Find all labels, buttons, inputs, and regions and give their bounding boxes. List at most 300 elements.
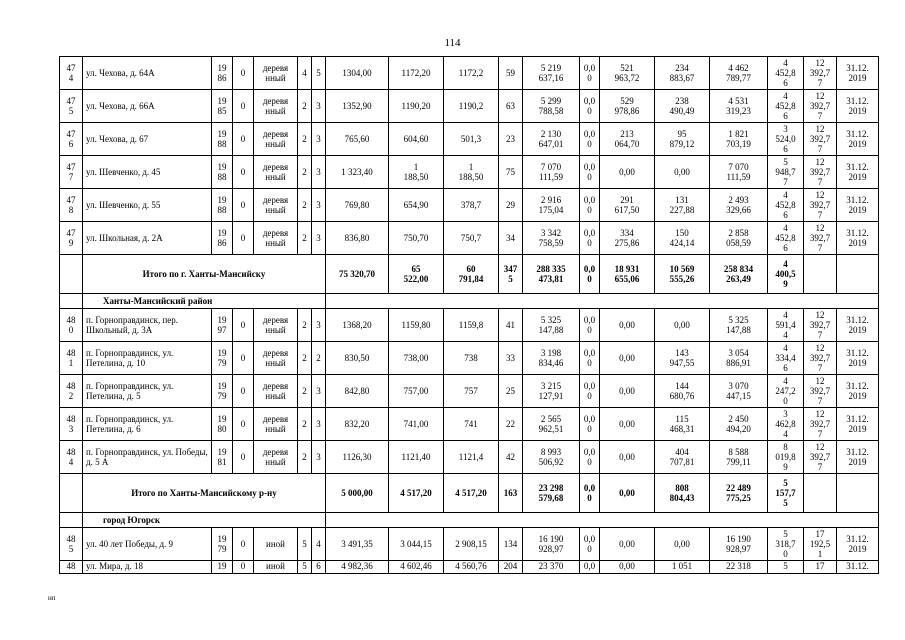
table-cell: 0,00: [600, 156, 655, 189]
table-cell: 1126,30: [326, 441, 389, 474]
table-cell: 12 392,7 7: [804, 90, 837, 123]
table-cell: 4 982,36: [326, 561, 389, 574]
table-cell: 134: [499, 528, 523, 561]
table-cell: 0,00: [600, 342, 655, 375]
table-cell: 3 462,8 4: [768, 408, 804, 441]
table-cell: ул. Мира, д. 18: [83, 561, 212, 574]
table-cell: п. Горноправдинск, пер. Школьный, д. 3А: [83, 309, 212, 342]
table-cell: 3 215 127,91: [523, 375, 580, 408]
table-cell: 48 3: [60, 408, 83, 441]
table-cell: 144 680,76: [655, 375, 710, 408]
table-cell: 19 81: [212, 441, 233, 474]
table-cell: 3 342 758,59: [523, 222, 580, 255]
table-cell: 0,0 0: [580, 123, 600, 156]
table-cell: 12 392,7 7: [804, 309, 837, 342]
table-cell: 0,00: [655, 156, 710, 189]
total-row: [60, 474, 879, 513]
table-cell: 2: [298, 441, 312, 474]
table-row: [60, 441, 879, 474]
table-cell: 757: [444, 375, 499, 408]
table-cell: 19 79: [212, 342, 233, 375]
table-cell: 0,00: [600, 408, 655, 441]
table-cell: 31.12.: [837, 561, 879, 574]
table-cell: 4 591,4 4: [768, 309, 804, 342]
table-cell: 5 157,7 5: [768, 474, 804, 513]
table-cell: 738,00: [389, 342, 444, 375]
table-cell: 0,0 0: [580, 90, 600, 123]
section-row: [60, 294, 879, 309]
table-cell: 0: [233, 57, 254, 90]
table-cell: 5: [298, 528, 312, 561]
table-cell: п. Горноправдинск, ул. Победы, д. 5 А: [83, 441, 212, 474]
table-cell: 738: [444, 342, 499, 375]
table-cell: 3: [312, 375, 326, 408]
table-cell: 5: [768, 561, 804, 574]
table-cell: 31.12. 2019: [837, 57, 879, 90]
table-cell: 12 392,7 7: [804, 375, 837, 408]
table-cell: 2 130 647,01: [523, 123, 580, 156]
table-cell: 63: [499, 90, 523, 123]
table-cell: п. Горноправдинск, ул. Петелина, д. 6: [83, 408, 212, 441]
table-cell: 1 323,40: [326, 156, 389, 189]
table-cell: 3 491,35: [326, 528, 389, 561]
table-cell: ул. Шевченко, д. 55: [83, 189, 212, 222]
table-row: [60, 561, 879, 574]
table-cell: 4 560,76: [444, 561, 499, 574]
table-cell: 5: [298, 561, 312, 574]
table-cell: 22 489 775,25: [710, 474, 768, 513]
table-cell: 31.12. 2019: [837, 528, 879, 561]
table-cell: 4: [298, 57, 312, 90]
table-cell: 2 450 494,20: [710, 408, 768, 441]
table-row: [60, 123, 879, 156]
table-cell: 47 4: [60, 57, 83, 90]
table-cell: 830,50: [326, 342, 389, 375]
table-cell: 0: [233, 561, 254, 574]
table-cell: 12 392,7 7: [804, 57, 837, 90]
table-cell: 0,0 0: [580, 255, 600, 294]
table-cell: 2 858 058,59: [710, 222, 768, 255]
table-cell: 2: [298, 408, 312, 441]
table-cell: 258 834 263,49: [710, 255, 768, 294]
table-cell: деревя нный: [254, 90, 298, 123]
table-cell: 47 9: [60, 222, 83, 255]
table-row: [60, 189, 879, 222]
table-cell: п. Горноправдинск, ул. Петелина, д. 5: [83, 375, 212, 408]
table-cell: 31.12. 2019: [837, 342, 879, 375]
table-cell: [326, 294, 879, 309]
table-cell: 4 452,8 6: [768, 90, 804, 123]
table-cell: деревя нный: [254, 57, 298, 90]
table-cell: 2 908,15: [444, 528, 499, 561]
table-row: [60, 375, 879, 408]
table-cell: 31.12. 2019: [837, 375, 879, 408]
table-cell: 8 588 799,11: [710, 441, 768, 474]
table-cell: деревя нный: [254, 156, 298, 189]
table-cell: 34: [499, 222, 523, 255]
table-cell: 4 247,2 0: [768, 375, 804, 408]
table-cell: город Югорск: [83, 513, 326, 528]
table-cell: 3 070 447,15: [710, 375, 768, 408]
table-cell: 5 318,7 0: [768, 528, 804, 561]
table-cell: 143 947,55: [655, 342, 710, 375]
table-cell: 48 4: [60, 441, 83, 474]
table-cell: 47 8: [60, 189, 83, 222]
table-row: [60, 156, 879, 189]
table-cell: 2: [298, 189, 312, 222]
table-cell: деревя нный: [254, 123, 298, 156]
table-cell: 1159,80: [389, 309, 444, 342]
table-cell: 238 490,49: [655, 90, 710, 123]
table-cell: 1121,4: [444, 441, 499, 474]
table-cell: 31.12. 2019: [837, 156, 879, 189]
table-cell: ул. 40 лет Победы, д. 9: [83, 528, 212, 561]
table-cell: 48: [60, 561, 83, 574]
table-cell: Ханты-Мансийский район: [83, 294, 326, 309]
table-cell: 0: [233, 222, 254, 255]
table-cell: 47 5: [60, 90, 83, 123]
table-cell: 5 000,00: [326, 474, 389, 513]
table-cell: 5 219 637,16: [523, 57, 580, 90]
table-cell: 5 948,7 7: [768, 156, 804, 189]
total-row: [60, 255, 879, 294]
table-cell: 19 80: [212, 408, 233, 441]
section-row: [60, 513, 879, 528]
table-cell: 23: [499, 123, 523, 156]
table-cell: 757,00: [389, 375, 444, 408]
table-cell: 204: [499, 561, 523, 574]
table-cell: 59: [499, 57, 523, 90]
table-cell: 0: [233, 189, 254, 222]
table-cell: 0: [233, 309, 254, 342]
table-cell: 4 462 789,77: [710, 57, 768, 90]
table-cell: 1172,20: [389, 57, 444, 90]
table-cell: 0,0 0: [580, 156, 600, 189]
table-cell: 6: [312, 561, 326, 574]
table-cell: 213 064,70: [600, 123, 655, 156]
table-cell: деревя нный: [254, 408, 298, 441]
table-cell: 25: [499, 375, 523, 408]
table-cell: иной: [254, 561, 298, 574]
table-cell: 501,3: [444, 123, 499, 156]
table-cell: 1190,2: [444, 90, 499, 123]
table-cell: 31.12. 2019: [837, 222, 879, 255]
table-cell: 2: [298, 222, 312, 255]
table-cell: 0,00: [600, 474, 655, 513]
table-cell: 1 188,50: [444, 156, 499, 189]
table-cell: 115 468,31: [655, 408, 710, 441]
table-cell: 18 931 655,06: [600, 255, 655, 294]
table-cell: 60 791,84: [444, 255, 499, 294]
table-row: [60, 528, 879, 561]
table-cell: 288 335 473,81: [523, 255, 580, 294]
table-cell: ул. Чехова, д. 64А: [83, 57, 212, 90]
table-cell: 48 1: [60, 342, 83, 375]
table-cell: 7 070 111,59: [710, 156, 768, 189]
table-cell: 347 5: [499, 255, 523, 294]
table-cell: 765,60: [326, 123, 389, 156]
table-cell: 5 325 147,88: [710, 309, 768, 342]
page-number: 114: [444, 37, 461, 49]
table-cell: 17: [804, 561, 837, 574]
table-cell: 12 392,7 7: [804, 123, 837, 156]
table-cell: 12 392,7 7: [804, 342, 837, 375]
table-cell: 47 6: [60, 123, 83, 156]
table-cell: 0,0 0: [580, 309, 600, 342]
table-cell: 2 493 329,66: [710, 189, 768, 222]
table-cell: деревя нный: [254, 375, 298, 408]
table-cell: деревя нный: [254, 441, 298, 474]
table-cell: иной: [254, 528, 298, 561]
table-cell: 95 879,12: [655, 123, 710, 156]
table-row: [60, 222, 879, 255]
table-cell: 0: [233, 441, 254, 474]
table-cell: [60, 255, 83, 294]
table-cell: [60, 294, 83, 309]
table-cell: 4 334,4 6: [768, 342, 804, 375]
table-cell: 2: [298, 375, 312, 408]
table-cell: 22: [499, 408, 523, 441]
table-cell: 0,0 0: [580, 375, 600, 408]
table-cell: 131 227,88: [655, 189, 710, 222]
table-cell: 4 602,46: [389, 561, 444, 574]
table-cell: 0: [233, 342, 254, 375]
table-cell: 23 370: [523, 561, 580, 574]
table-cell: 0: [233, 123, 254, 156]
table-cell: 23 298 579,68: [523, 474, 580, 513]
table-cell: 2: [298, 309, 312, 342]
table-cell: 19 85: [212, 90, 233, 123]
table-cell: 1 188,50: [389, 156, 444, 189]
table-cell: 17 192,5 1: [804, 528, 837, 561]
table-cell: 604,60: [389, 123, 444, 156]
table-cell: 0: [233, 528, 254, 561]
table-cell: 8 993 506,92: [523, 441, 580, 474]
table-cell: 3: [312, 441, 326, 474]
table-cell: 12 392,7 7: [804, 222, 837, 255]
table-cell: 750,70: [389, 222, 444, 255]
table-cell: 1172,2: [444, 57, 499, 90]
table-cell: 4 452,8 6: [768, 189, 804, 222]
table-cell: 19 97: [212, 309, 233, 342]
table-cell: [60, 513, 83, 528]
table-cell: 2 565 962,51: [523, 408, 580, 441]
table-cell: 31.12. 2019: [837, 90, 879, 123]
table-cell: деревя нный: [254, 222, 298, 255]
table-cell: 12 392,7 7: [804, 189, 837, 222]
table-cell: 3: [312, 123, 326, 156]
table-cell: 404 707,81: [655, 441, 710, 474]
table-cell: 3: [312, 408, 326, 441]
table-cell: 291 617,50: [600, 189, 655, 222]
table-cell: [60, 474, 83, 513]
table-cell: 4 517,20: [389, 474, 444, 513]
table-cell: 0,0: [580, 561, 600, 574]
table-cell: 12 392,7 7: [804, 156, 837, 189]
table-cell: 3: [312, 90, 326, 123]
table-cell: 0,00: [600, 375, 655, 408]
table-cell: 19 86: [212, 57, 233, 90]
table-cell: 4 531 319,23: [710, 90, 768, 123]
table-cell: 10 569 555,26: [655, 255, 710, 294]
table-cell: Итого по Ханты-Мансийскому р-ну: [83, 474, 326, 513]
table-cell: 521 963,72: [600, 57, 655, 90]
table-cell: 31.12. 2019: [837, 123, 879, 156]
table-cell: 2: [298, 342, 312, 375]
table-row: [60, 90, 879, 123]
table-cell: 741,00: [389, 408, 444, 441]
table-cell: ул. Шевченко, д. 45: [83, 156, 212, 189]
table-cell: 75: [499, 156, 523, 189]
table-cell: 2 916 175,04: [523, 189, 580, 222]
table-cell: 3: [312, 222, 326, 255]
table-cell: 0,00: [600, 441, 655, 474]
table-cell: 2: [298, 123, 312, 156]
table-cell: п. Горноправдинск, ул. Петелина, д. 10: [83, 342, 212, 375]
table-row: [60, 408, 879, 441]
table-cell: 150 424,14: [655, 222, 710, 255]
table-cell: [326, 513, 879, 528]
table-cell: 4 452,8 6: [768, 57, 804, 90]
table-cell: [804, 255, 837, 294]
table-cell: деревя нный: [254, 342, 298, 375]
table-cell: [804, 474, 837, 513]
table-cell: 769,80: [326, 189, 389, 222]
table-cell: 836,80: [326, 222, 389, 255]
table-cell: 19 88: [212, 123, 233, 156]
table-cell: ул. Чехова, д. 66А: [83, 90, 212, 123]
table-cell: 31.12. 2019: [837, 441, 879, 474]
table-cell: 41: [499, 309, 523, 342]
table-cell: 0,0 0: [580, 342, 600, 375]
table-cell: [837, 255, 879, 294]
table-cell: 0,0 0: [580, 57, 600, 90]
table-body: [60, 57, 879, 574]
table-cell: 3 044,15: [389, 528, 444, 561]
table-cell: Итого по г. Ханты-Мансийску: [83, 255, 326, 294]
table-cell: 4 517,20: [444, 474, 499, 513]
table-cell: 0,0 0: [580, 222, 600, 255]
table-cell: 2: [312, 342, 326, 375]
table-cell: 3 198 834,46: [523, 342, 580, 375]
table-cell: 7 070 111,59: [523, 156, 580, 189]
table-cell: 0,00: [600, 561, 655, 574]
table-cell: 19 79: [212, 375, 233, 408]
table-cell: 2: [298, 156, 312, 189]
table-row: [60, 342, 879, 375]
table-cell: 48 0: [60, 309, 83, 342]
table-cell: [837, 474, 879, 513]
table-cell: 378,7: [444, 189, 499, 222]
table-cell: 0,00: [655, 309, 710, 342]
table-cell: 1190,20: [389, 90, 444, 123]
table-cell: 334 275,86: [600, 222, 655, 255]
housing-register-table: [59, 56, 879, 574]
table-cell: 5 299 788,58: [523, 90, 580, 123]
table-cell: 75 320,70: [326, 255, 389, 294]
table-cell: деревя нный: [254, 309, 298, 342]
table-cell: 19 79: [212, 528, 233, 561]
table-cell: 29: [499, 189, 523, 222]
table-cell: 48 2: [60, 375, 83, 408]
table-cell: 832,20: [326, 408, 389, 441]
table-cell: 12 392,7 7: [804, 441, 837, 474]
table-cell: 19: [212, 561, 233, 574]
table-cell: 2: [298, 90, 312, 123]
table-cell: 741: [444, 408, 499, 441]
table-cell: 4 452,8 6: [768, 222, 804, 255]
table-cell: 0,00: [600, 528, 655, 561]
table-cell: 31.12. 2019: [837, 309, 879, 342]
table-cell: 19 88: [212, 156, 233, 189]
table-cell: 19 86: [212, 222, 233, 255]
table-cell: 3 524,0 6: [768, 123, 804, 156]
table-cell: 163: [499, 474, 523, 513]
table-cell: 3 054 886,91: [710, 342, 768, 375]
table-cell: 0: [233, 156, 254, 189]
table-cell: 19 88: [212, 189, 233, 222]
table-cell: 1304,00: [326, 57, 389, 90]
footer-mark: нп: [48, 594, 56, 602]
table-cell: 654,90: [389, 189, 444, 222]
table-cell: 0,0 0: [580, 528, 600, 561]
table-cell: 0: [233, 375, 254, 408]
table-cell: 0,0 0: [580, 189, 600, 222]
table-cell: 5: [312, 57, 326, 90]
table-cell: 0,0 0: [580, 441, 600, 474]
table-cell: 1 821 703,19: [710, 123, 768, 156]
table-cell: 0,0 0: [580, 474, 600, 513]
table-cell: 1159,8: [444, 309, 499, 342]
table-cell: ул. Чехова, д. 67: [83, 123, 212, 156]
table-cell: 1 051: [655, 561, 710, 574]
table-cell: 0,00: [655, 528, 710, 561]
table-cell: 4 400,5 9: [768, 255, 804, 294]
table-cell: 16 190 928,97: [710, 528, 768, 561]
table-cell: 22 318: [710, 561, 768, 574]
table-cell: 31.12. 2019: [837, 189, 879, 222]
table-cell: 1352,90: [326, 90, 389, 123]
table-cell: 65 522,00: [389, 255, 444, 294]
table-cell: 0,0 0: [580, 408, 600, 441]
table-cell: 0,00: [600, 309, 655, 342]
table-cell: 47 7: [60, 156, 83, 189]
table-cell: 42: [499, 441, 523, 474]
table-cell: 16 190 928,97: [523, 528, 580, 561]
table-cell: 48 5: [60, 528, 83, 561]
table-cell: 1121,40: [389, 441, 444, 474]
table-cell: 5 325 147,88: [523, 309, 580, 342]
table-cell: 3: [312, 309, 326, 342]
table-row: [60, 57, 879, 90]
table-cell: 8 019,8 9: [768, 441, 804, 474]
table-cell: ул. Школьная, д. 2А: [83, 222, 212, 255]
table-cell: 529 978,86: [600, 90, 655, 123]
table-cell: 4: [312, 528, 326, 561]
table-cell: 12 392,7 7: [804, 408, 837, 441]
table-cell: 234 883,67: [655, 57, 710, 90]
table-cell: деревя нный: [254, 189, 298, 222]
table-cell: 842,80: [326, 375, 389, 408]
table-cell: 33: [499, 342, 523, 375]
table-row: [60, 309, 879, 342]
table-cell: 0: [233, 90, 254, 123]
table-cell: 1368,20: [326, 309, 389, 342]
table-cell: 750,7: [444, 222, 499, 255]
table-cell: 3: [312, 189, 326, 222]
table-cell: 31.12. 2019: [837, 408, 879, 441]
table-cell: 3: [312, 156, 326, 189]
